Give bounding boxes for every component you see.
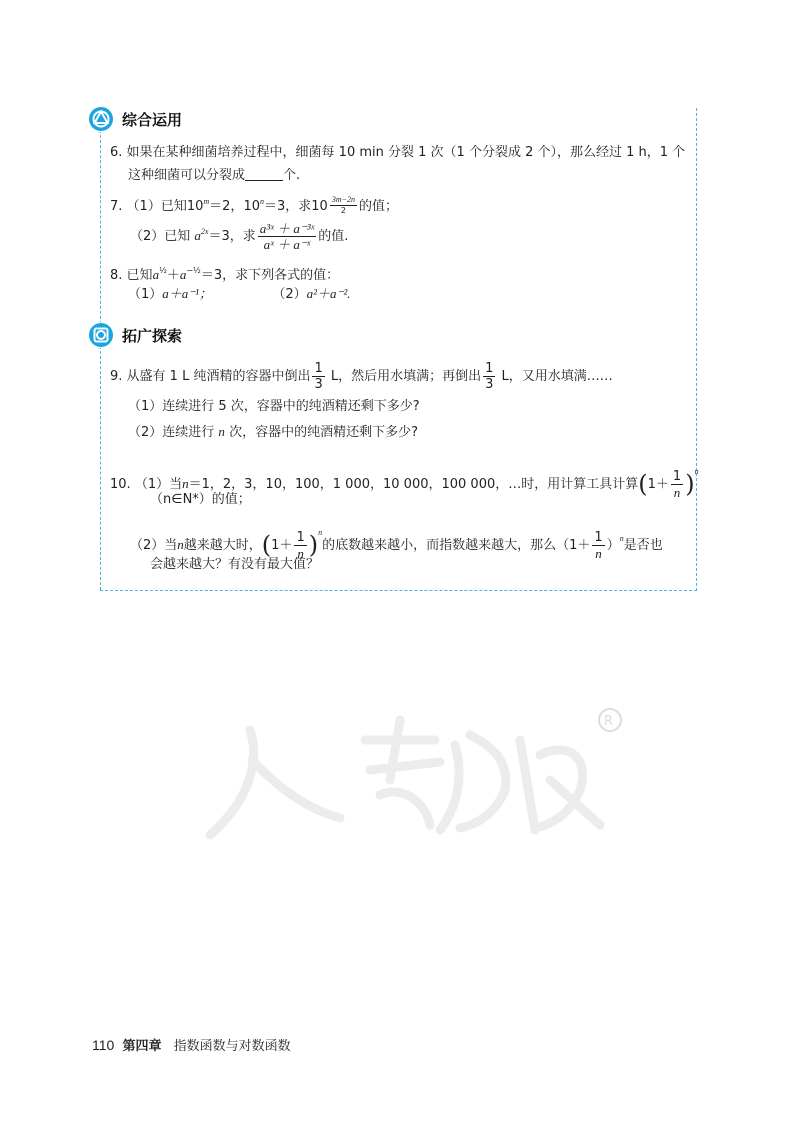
math-text: 的值； <box>359 199 399 214</box>
page-footer <box>92 1035 291 1054</box>
part-label: （2）连续进行 <box>128 425 215 440</box>
problem-text: 会越来越大？有没有最大值？ <box>150 557 320 572</box>
fraction-one-over-n <box>592 531 604 560</box>
fraction-denominator: 3 <box>314 377 323 392</box>
math-exponent: 2x <box>200 227 209 236</box>
math-text: ＋ <box>166 268 180 283</box>
problem-number: 9. <box>110 369 123 384</box>
problem-8-statement <box>110 262 339 285</box>
problem-10-part-2-cont <box>150 556 319 574</box>
math-exponent: −½ <box>186 266 201 275</box>
math-exponent: n <box>619 534 624 543</box>
fraction-denominator: n <box>673 485 681 500</box>
publisher-watermark <box>190 700 630 850</box>
expression-fraction <box>258 222 317 251</box>
fraction-denominator: n <box>297 546 304 561</box>
fraction-numerator: a³ˣ ＋ a⁻³ˣ <box>259 221 315 236</box>
fraction-numerator: 1 <box>296 530 305 545</box>
paren-right: ) <box>308 531 319 559</box>
problem-text: 越来越大时， <box>183 538 262 553</box>
problem-9-statement <box>110 360 613 394</box>
fraction-numerator: 3m−2n <box>331 195 355 204</box>
math-text: 1＋ <box>647 477 669 492</box>
math-exponent: ½ <box>159 266 167 275</box>
problem-text: L，又用水填满…… <box>497 369 613 384</box>
problem-9-part-1 <box>128 398 420 416</box>
problem-text: 是否也 <box>623 538 663 553</box>
problem-7-part-2 <box>130 222 348 251</box>
math-variable: n <box>182 476 189 491</box>
part-label: （1）当 <box>134 477 183 492</box>
math-exponent: n <box>694 467 699 476</box>
fraction-one-third <box>312 362 324 391</box>
fraction-one-third <box>483 362 495 391</box>
part-label: （2）已知 <box>130 229 191 244</box>
paren-left: ( <box>261 531 272 559</box>
math-text: ＝3，求 <box>263 199 312 214</box>
fraction-numerator: 1 <box>672 469 682 484</box>
answer-blank <box>245 180 283 181</box>
problem-text: 次，容器中的纯酒精还剩下多少? <box>229 425 418 440</box>
problem-text: ＝1，2，3，10，100，1 000，10 000，100 000，…时，用计算工具计算 <box>188 477 639 492</box>
part-label: （2） <box>272 287 307 302</box>
fraction-one-over-n <box>671 470 683 499</box>
chapter-label: 第四章 <box>122 1039 162 1054</box>
fraction-numerator: 1 <box>594 530 603 545</box>
problem-number: 10. <box>110 477 131 492</box>
section-header-comprehensive <box>88 106 190 132</box>
math-exponent: m <box>203 197 210 206</box>
math-base: a <box>152 267 160 282</box>
fraction-denominator: n <box>595 546 602 561</box>
fraction-denominator: 3 <box>485 377 494 392</box>
math-text: 1＋ <box>271 538 293 553</box>
problem-text: 如果在某种细菌培养过程中，细菌每 10 min 分裂 1 次（1 个分裂成 2 个），那么经过 1 h，1 个 <box>126 145 686 160</box>
problem-6-line-2 <box>128 167 300 185</box>
math-exponent: n <box>318 528 323 537</box>
subquestion-1: a＋a⁻¹； <box>162 286 213 301</box>
part-label: （1） <box>128 287 163 302</box>
part-label: （2）当 <box>130 538 178 553</box>
subquestion-1: （1）连续进行 5 次，容器中的纯酒精还剩下多少? <box>128 399 420 414</box>
triangle-circle-icon <box>88 106 114 132</box>
math-base: 10 <box>311 199 328 214</box>
problem-number: 8. <box>110 268 123 283</box>
problem-9-part-2 <box>128 423 418 442</box>
fraction-numerator: 1 <box>314 361 323 376</box>
fraction-denominator: aˣ ＋ a⁻ˣ <box>263 237 311 252</box>
problem-text: 这种细菌可以分裂成 <box>128 168 246 183</box>
page-number: 110 <box>92 1037 115 1053</box>
part-label: （1）已知 <box>126 199 187 214</box>
math-text: 的值. <box>318 229 349 244</box>
chapter-title: 指数函数与对数函数 <box>173 1039 291 1054</box>
paren-right: ) <box>685 470 695 498</box>
problem-number: 6. <box>110 145 123 160</box>
fraction-numerator: 1 <box>485 361 494 376</box>
problem-6-line-1 <box>110 144 685 162</box>
math-exponent: n <box>259 197 264 206</box>
problem-7-part-1 <box>110 193 398 216</box>
math-variable: n <box>218 424 225 439</box>
math-variable: n <box>177 537 184 552</box>
subquestion-2: a²＋a⁻². <box>306 286 351 301</box>
problem-text: 已知 <box>126 268 153 283</box>
problem-8-subquestions <box>128 285 351 304</box>
problem-10-part-1-cont <box>150 491 251 509</box>
section-header-exploration <box>88 322 190 348</box>
math-base: 10 <box>243 199 260 214</box>
section-title: 拓广探索 <box>122 326 183 345</box>
problem-text: L，然后用水填满；再倒出 <box>326 369 482 384</box>
math-base: 10 <box>186 199 204 214</box>
fraction-denominator: 2 <box>340 206 346 215</box>
math-text: ） <box>606 538 620 553</box>
svg-text:R: R <box>604 714 614 729</box>
problem-text: 个. <box>283 168 301 183</box>
math-text: 1＋ <box>569 538 591 553</box>
problem-text: 的底数越来越小，而指数越来越大，那么（ <box>322 538 570 553</box>
section-title: 综合运用 <box>122 110 183 129</box>
problem-text: ＝3，求下列各式的值： <box>200 268 340 283</box>
math-base: a <box>179 267 187 282</box>
math-base: a <box>194 228 201 243</box>
problem-number: 7. <box>110 199 123 214</box>
paren-left: ( <box>638 470 648 498</box>
problem-text: （n∈N*）的值； <box>150 492 251 507</box>
math-text: ＝2， <box>209 199 244 214</box>
square-circle-icon <box>88 322 114 348</box>
math-text: ＝3，求 <box>208 229 256 244</box>
problem-text: 从盛有 1 L 纯酒精的容器中倒出 <box>126 369 311 384</box>
exponent-fraction <box>330 196 357 215</box>
